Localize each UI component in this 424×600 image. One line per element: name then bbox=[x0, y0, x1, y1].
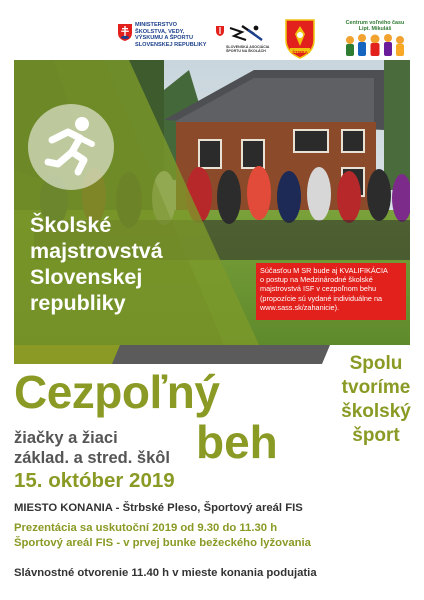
sass-logo bbox=[212, 22, 270, 60]
slogan-line: školský bbox=[341, 401, 411, 422]
notice-line: www.sass.sk/zahanicie). bbox=[260, 302, 340, 312]
title-line: majstrovstvá bbox=[30, 239, 163, 263]
sass-name: SLOVENSKÁ ASOCIÁCIA ŠPORTU NA ŠKOLÁCH bbox=[226, 45, 270, 54]
crest-label: ŠTRBA bbox=[292, 50, 308, 55]
slogan-line: Spolu bbox=[349, 353, 403, 374]
opening-ceremony: Slávnostné otvorenie 11.40 h v mieste konania podujatia bbox=[14, 567, 317, 579]
notice-line: Súčasťou M SR bude aj KVALIFIKÁCIA bbox=[260, 266, 388, 275]
slovak-crest-icon bbox=[118, 24, 132, 41]
ministry-logo bbox=[118, 22, 214, 60]
event-subtitle bbox=[14, 428, 170, 468]
qualification-notice bbox=[256, 263, 406, 320]
notice-line: majstrovstvá ISF v cezpoľnom behu bbox=[260, 284, 377, 294]
cvc-logo bbox=[340, 20, 410, 60]
championship-title bbox=[30, 212, 205, 316]
title-line: Slovenskej bbox=[30, 265, 143, 289]
notice-line: o postup na Medzinárodné školské bbox=[260, 275, 373, 285]
venue-text: MIESTO KONANIA - Štrbské Pleso, Športový areál FIS bbox=[14, 502, 303, 514]
slogan bbox=[335, 352, 417, 448]
presentation-line: Športový areál FIS - v prvej bunke bežeckého lyžovania bbox=[14, 536, 311, 549]
slogan-line: tvoríme bbox=[341, 377, 411, 398]
subtitle-line: žiačky a žiaci bbox=[14, 429, 118, 447]
cvc-name: Centrum voľného času Lipt. Mikuláš bbox=[345, 20, 405, 32]
presentation-line: Prezentácia sa uskutoční 2019 od 9.30 do 11.30 h bbox=[14, 522, 278, 534]
title-line: Školské bbox=[30, 213, 112, 237]
event-title: Cezpoľný bbox=[14, 366, 220, 418]
slogan-line: šport bbox=[352, 425, 400, 446]
notice-line: (propozície sú vydané individuálne na bbox=[260, 293, 383, 303]
subtitle-line: základ. a stred. škôl bbox=[14, 449, 170, 467]
sass-emblem-icon bbox=[212, 22, 270, 60]
event-title-second: beh bbox=[196, 416, 278, 468]
strba-crest bbox=[284, 18, 316, 60]
title-line: republiky bbox=[30, 291, 126, 315]
runner-icon bbox=[28, 104, 114, 190]
ministry-name: MINISTERSTVO ŠKOLSTVA, VEDY, VÝSKUMU A ŠPORTU SLOVENSKEJ REPUBLIKY bbox=[135, 22, 207, 48]
children-group-icon bbox=[340, 20, 410, 60]
presentation-info bbox=[14, 521, 311, 550]
event-date: 15. október 2019 bbox=[14, 469, 175, 492]
running-figure-icon bbox=[28, 104, 114, 190]
